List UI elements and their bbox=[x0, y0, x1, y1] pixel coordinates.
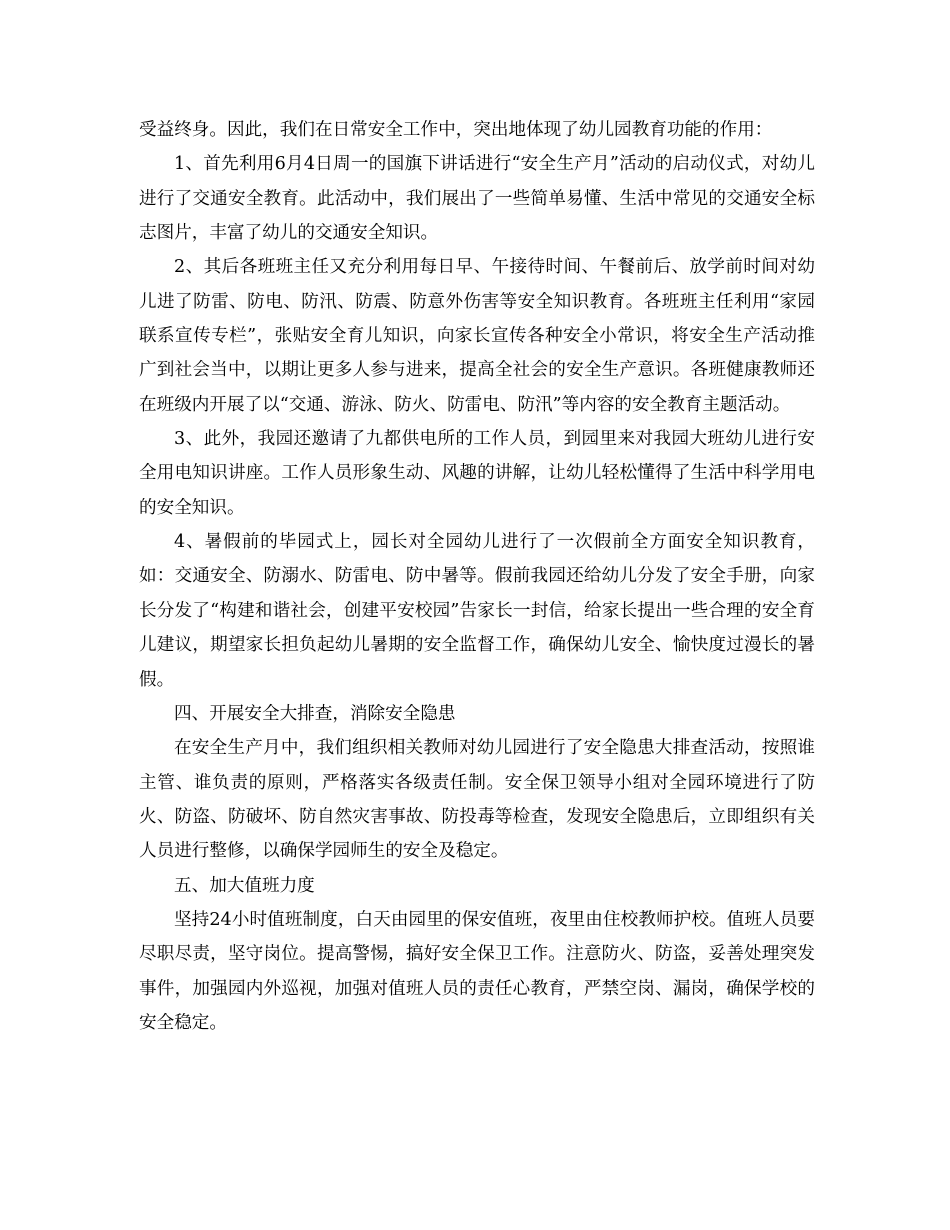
section-heading-4: 四、开展安全大排查，消除安全隐患 bbox=[174, 703, 456, 724]
paragraph-item-1: 1、首先利用6月4日周一的国旗下讲话进行“安全生产月”活动的启动仪式，对幼儿进行了交通安全教育。此活动中，我们展出了一些简单易懂、生活中常见的交通安全标志图片，丰富了幼儿的交通安全知识。 bbox=[139, 154, 815, 244]
paragraph-item-4: 4、暑假前的毕园式上，园长对全园幼儿进行了一次假前全方面安全知识教育，如：交通安全、防溺水、防雷电、防中暑等。假前我园还给幼儿分发了安全手册，向家长分发了“构建和谐社会，创建平安校园”告家长一封信，给家长提出一些合理的安全育儿建议，期望家长担负起幼儿暑期的安全监督工作，确保幼儿安全、愉快度过漫长的暑假。 bbox=[139, 532, 815, 690]
paragraph-continuation: 受益终身。因此，我们在日常安全工作中，突出地体现了幼儿园教育功能的作用： bbox=[139, 120, 773, 140]
paragraph-item-3: 3、此外，我园还邀请了九都供电所的工作人员，到园里来对我园大班幼儿进行安全用电知识讲座。工作人员形象生动、风趣的讲解，让幼儿轻松懂得了生活中科学用电的安全知识。 bbox=[139, 429, 815, 518]
document-body bbox=[139, 113, 815, 1040]
paragraph-section-5-body: 坚持24小时值班制度，白天由园里的保安值班，夜里由住校教师护校。值班人员要尽职尽责，坚守岗位。提高警惕，搞好安全保卫工作。注意防火、防盗，妥善处理突发事件，加强园内外巡视，加强对值班人员的责任心教育，严禁空岗、漏岗，确保学校的安全稳定。 bbox=[139, 909, 815, 1033]
section-heading-5: 五、加大值班力度 bbox=[174, 875, 315, 896]
paragraph-section-4-body: 在安全生产月中，我们组织相关教师对幼儿园进行了安全隐患大排查活动，按照谁主管、谁负责的原则，严格落实各级责任制。安全保卫领导小组对全园环境进行了防火、防盗、防破坏、防自然灾害事故、防投毒等检查，发现安全隐患后，立即组织有关人员进行整修，以确保学园师生的安全及稳定。 bbox=[139, 738, 815, 862]
paragraph-item-2: 2、其后各班班主任又充分利用每日早、午接待时间、午餐前后、放学前时间对幼儿进了防雷、防电、防汛、防震、防意外伤害等安全知识教育。各班班主任利用“家园联系宣传专栏”，张贴安全育儿知识，向家长宣传各种安全小常识，将安全生产活动推广到社会当中，以期让更多人参与进来，提高全社会的安全生产意识。各班健康教师还在班级内开展了以“交通、游泳、防火、防雷电、防汛”等内容的安全教育主题活动。 bbox=[139, 257, 815, 415]
